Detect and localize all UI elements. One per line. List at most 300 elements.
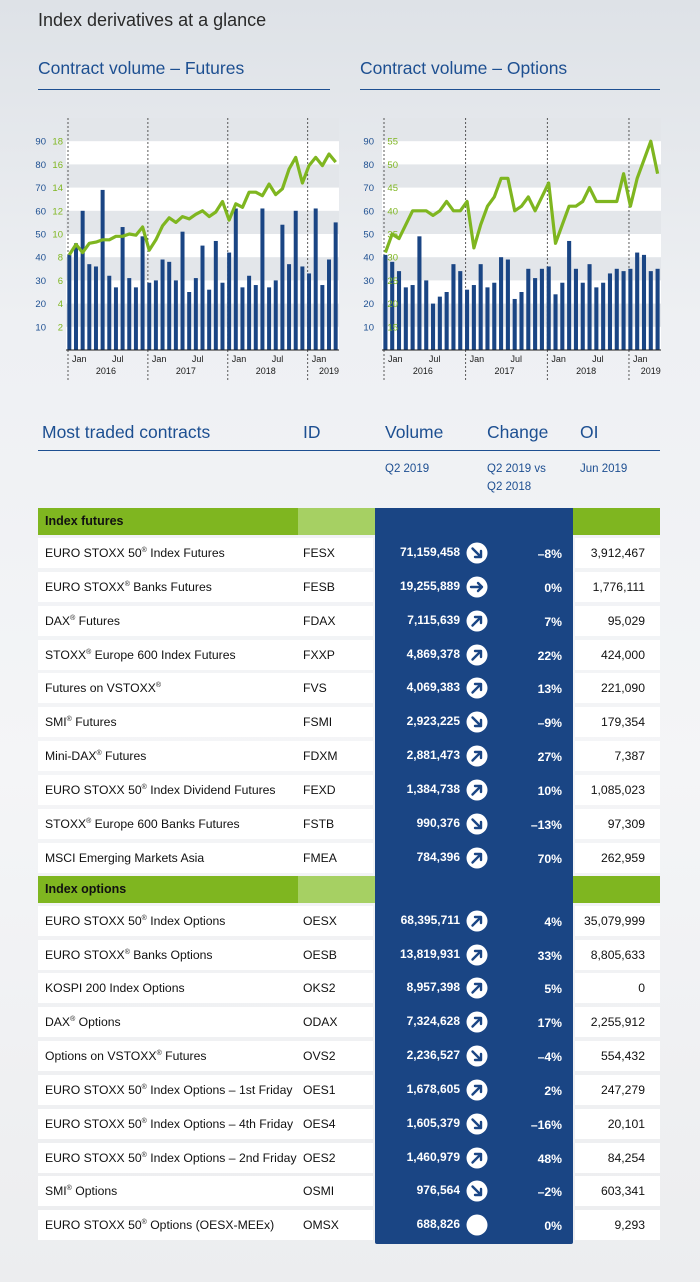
contract-change: –8% <box>537 547 562 561</box>
left-axis-tick: 80 <box>363 159 374 171</box>
arrow-up-right-icon <box>466 745 488 767</box>
contract-id: OKS2 <box>303 981 336 996</box>
right-axis-tick: 16 <box>52 159 63 171</box>
registered-mark: ® <box>86 648 92 656</box>
registered-mark: ® <box>141 1117 147 1125</box>
volume-bar <box>533 278 537 350</box>
left-axis-tick: 90 <box>35 136 46 148</box>
contract-name <box>45 749 146 763</box>
contract-id: OMSX <box>303 1218 339 1233</box>
contract-name-suffix: Futures <box>75 613 120 628</box>
table-row <box>38 1041 660 1071</box>
contract-id: FESX <box>303 546 335 560</box>
volume-bar <box>227 253 231 350</box>
volume-bar <box>300 266 304 350</box>
volume-bar <box>424 280 428 350</box>
contract-change: 70% <box>537 851 562 866</box>
contract-name-text: EURO STOXX 50 <box>45 782 142 797</box>
table-row <box>38 606 660 636</box>
table-row <box>38 640 660 670</box>
volume-bar <box>114 287 118 350</box>
col-header-volume: Volume <box>385 422 444 442</box>
volume-bar <box>526 269 530 350</box>
contract-id: FEXD <box>303 782 336 797</box>
right-axis-tick: 55 <box>387 136 398 148</box>
grid-band <box>66 118 339 141</box>
volume-bar <box>465 290 469 350</box>
contract-oi: 0 <box>638 981 645 996</box>
contract-name <box>45 1184 117 1198</box>
volume-bar <box>154 280 158 350</box>
registered-mark: ® <box>66 716 72 724</box>
contract-change: 10% <box>537 783 562 798</box>
volume-bar <box>601 283 605 350</box>
left-axis-tick: 80 <box>35 159 46 171</box>
sub-header-volume: Q2 2019 <box>385 463 430 475</box>
volume-bar <box>472 285 476 350</box>
volume-bar <box>581 283 585 350</box>
contract-name-text: EURO STOXX 50 <box>45 1082 142 1097</box>
volume-bar <box>628 269 632 350</box>
section-header <box>38 508 660 535</box>
contract-id: OESX <box>303 913 337 928</box>
contract-id: FDAX <box>303 613 336 628</box>
section-volume-band <box>375 508 573 535</box>
table-row <box>38 572 660 602</box>
contract-name <box>45 1083 292 1097</box>
contract-name-suffix: Options <box>75 1015 121 1030</box>
options-chart-title: Contract volume – Options <box>360 58 660 79</box>
volume-bar <box>167 262 171 350</box>
right-axis-tick: 25 <box>387 275 398 287</box>
x-axis-tick: Jan <box>388 354 403 364</box>
volume-bar <box>74 243 78 350</box>
contract-name <box>45 546 225 560</box>
arrow-down-right-icon <box>466 1045 488 1067</box>
x-axis-year: 2019 <box>640 366 661 376</box>
registered-mark: ® <box>141 914 147 922</box>
volume-bar <box>274 280 278 350</box>
col-header-oi: OI <box>580 422 599 442</box>
table-row <box>38 809 660 839</box>
contract-name-text: MSCI Emerging Markets Asia <box>45 850 205 865</box>
registered-mark: ® <box>155 682 162 690</box>
contract-volume: 1,605,379 <box>406 1115 460 1130</box>
volume-bar <box>560 283 564 350</box>
contract-oi: 221,090 <box>600 681 645 696</box>
volume-bar <box>214 241 218 350</box>
contract-volume: 4,869,378 <box>406 646 460 661</box>
contract-oi: 95,029 <box>607 613 645 628</box>
right-axis-tick: 15 <box>387 322 398 334</box>
section-label: Index options <box>45 881 127 896</box>
volume-bar <box>656 269 660 350</box>
contract-oi: 20,101 <box>607 1116 645 1131</box>
contract-oi: 35,079,999 <box>584 913 645 928</box>
right-axis-tick: 20 <box>387 299 398 311</box>
section-id-band <box>298 508 375 535</box>
volume-bar <box>280 225 284 350</box>
futures-volume-chart <box>34 110 344 385</box>
circle-icon <box>466 1214 488 1236</box>
registered-mark: ® <box>70 1016 76 1024</box>
contract-name-suffix: Europe 600 Banks Futures <box>91 816 240 831</box>
right-axis-tick: 50 <box>387 159 398 171</box>
table-row <box>38 1143 660 1173</box>
contract-oi: 7,387 <box>614 749 645 764</box>
table-row <box>38 538 660 568</box>
contract-name-text: EURO STOXX 50 <box>45 546 142 560</box>
contract-volume: 1,460,979 <box>406 1149 460 1164</box>
registered-mark: ® <box>141 783 147 791</box>
contract-name-suffix: Index Options – 4th Friday <box>146 1116 294 1131</box>
contract-change: 0% <box>544 1219 562 1234</box>
arrow-up-right-icon <box>466 779 488 801</box>
contract-name <box>45 948 213 962</box>
volume-bar <box>588 264 592 350</box>
contract-oi: 554,432 <box>600 1049 645 1064</box>
contract-name <box>45 715 117 729</box>
x-axis-tick: Jan <box>311 354 327 364</box>
contract-id: OVS2 <box>303 1049 336 1064</box>
right-axis-tick: 8 <box>57 252 63 264</box>
contract-id: FSTB <box>303 816 335 831</box>
volume-bar <box>134 287 138 350</box>
options-volume-chart <box>356 110 666 385</box>
left-axis-tick: 30 <box>35 275 46 287</box>
x-axis-tick: Jan <box>469 354 485 364</box>
volume-bar <box>431 304 435 350</box>
contract-volume: 990,376 <box>416 815 460 830</box>
contract-name <box>45 981 185 995</box>
sub-header-change-line2: Q2 2018 <box>487 481 532 493</box>
right-axis-tick: 12 <box>52 206 63 218</box>
contract-id: FDXM <box>303 749 338 764</box>
volume-bar <box>320 285 324 350</box>
grid-band <box>382 164 661 187</box>
arrow-down-right-icon <box>466 1180 488 1202</box>
contract-name-suffix: Options <box>71 1184 118 1199</box>
registered-mark: ® <box>141 546 147 554</box>
arrow-down-right-icon <box>466 1113 488 1135</box>
x-axis-tick: Jan <box>72 354 87 364</box>
contract-name-text: EURO STOXX 50 <box>45 1218 142 1233</box>
contract-name-text: EURO STOXX 50 <box>45 1116 142 1131</box>
contract-volume: 7,324,628 <box>406 1014 460 1029</box>
contract-name-text: EURO STOXX <box>45 579 125 594</box>
volume-bar <box>519 292 523 350</box>
arrow-up-right-icon <box>466 944 488 966</box>
contract-id: FXXP <box>303 647 335 662</box>
sub-header-change-line1: Q2 2019 vs <box>487 463 546 475</box>
volume-bar <box>141 236 145 350</box>
contract-name <box>45 648 236 662</box>
contract-volume: 976,564 <box>416 1183 460 1198</box>
grid-band <box>382 118 661 141</box>
contract-oi: 247,279 <box>600 1082 645 1097</box>
volume-bar <box>513 299 517 350</box>
volume-bar <box>485 287 489 350</box>
contract-volume: 2,881,473 <box>406 748 460 763</box>
contract-name-suffix: Banks Futures <box>129 579 212 594</box>
arrow-up-right-icon <box>466 610 488 632</box>
contract-change: 5% <box>544 982 562 997</box>
registered-mark: ® <box>141 1151 147 1159</box>
right-axis-tick: 14 <box>52 183 63 195</box>
sub-header-oi: Jun 2019 <box>580 463 628 475</box>
right-axis-tick: 40 <box>387 206 398 218</box>
contract-id: OESB <box>303 947 337 962</box>
contract-name-text: Mini-DAX <box>45 749 97 764</box>
contract-volume: 1,678,605 <box>406 1081 460 1096</box>
arrow-up-right-icon <box>466 1079 488 1101</box>
left-axis-tick: 40 <box>35 252 46 264</box>
contract-name-text: EURO STOXX 50 <box>45 1150 142 1165</box>
contract-name <box>45 851 204 865</box>
contract-name-suffix: Banks Options <box>129 947 213 962</box>
x-axis-year: 2016 <box>412 366 433 376</box>
contract-name <box>45 681 161 695</box>
arrow-right-icon <box>466 576 488 598</box>
volume-bar <box>334 222 338 350</box>
volume-bar <box>492 283 496 350</box>
arrow-up-right-icon <box>466 677 488 699</box>
contract-oi: 1,085,023 <box>590 782 645 797</box>
volume-bar <box>615 269 619 350</box>
section-id-band <box>298 876 375 903</box>
arrow-down-right-icon <box>466 542 488 564</box>
registered-mark: ® <box>96 750 102 758</box>
contract-id: OES2 <box>303 1150 336 1165</box>
contract-id: FVS <box>303 681 327 696</box>
table-row <box>38 843 660 873</box>
volume-bar <box>81 211 85 350</box>
contract-name-text: Options on VSTOXX <box>45 1049 157 1064</box>
x-axis-year: 2017 <box>494 366 515 376</box>
left-axis-tick: 20 <box>35 299 46 311</box>
volume-bar <box>567 241 571 350</box>
volume-bar <box>294 211 298 350</box>
table-row <box>38 1109 660 1139</box>
volume-bar <box>267 287 271 350</box>
arrow-down-right-icon <box>466 813 488 835</box>
x-axis-tick: Jul <box>111 354 124 364</box>
contract-name-text: SMI <box>45 1184 67 1199</box>
left-axis-tick: 60 <box>363 206 374 218</box>
x-axis-year: 2017 <box>175 366 196 376</box>
section-label: Index futures <box>45 514 124 528</box>
right-axis-tick: 30 <box>387 252 398 264</box>
contract-change: 33% <box>537 948 562 963</box>
volume-bar <box>247 276 251 350</box>
contract-name-text: DAX <box>45 613 71 628</box>
volume-bar <box>404 287 408 350</box>
contract-name-suffix: Europe 600 Index Futures <box>91 647 236 662</box>
volume-bar <box>642 255 646 350</box>
contract-name <box>45 1117 293 1131</box>
volume-bar <box>187 292 191 350</box>
contract-volume: 71,159,458 <box>399 545 460 559</box>
contract-oi: 262,959 <box>600 850 645 865</box>
volume-bar <box>574 269 578 350</box>
futures-chart-title: Contract volume – Futures <box>38 58 330 79</box>
volume-bar <box>87 264 91 350</box>
contract-change: –9% <box>537 716 562 731</box>
x-axis-tick: Jul <box>271 354 284 364</box>
x-axis-tick: Jan <box>231 354 247 364</box>
volume-bar <box>307 273 311 350</box>
grid-band <box>382 211 661 234</box>
registered-mark: ® <box>66 1185 72 1193</box>
x-axis-tick: Jul <box>191 354 204 364</box>
volume-bar <box>254 285 258 350</box>
volume-bar <box>479 264 483 350</box>
registered-mark: ® <box>141 1083 147 1091</box>
volume-bar <box>181 232 185 350</box>
registered-mark: ® <box>86 817 92 825</box>
right-axis-tick: 4 <box>57 299 63 311</box>
volume-bar <box>207 290 211 350</box>
contract-oi: 1,776,111 <box>592 579 645 594</box>
x-axis-year: 2018 <box>576 366 597 376</box>
table-row <box>38 906 660 936</box>
contract-name-text: STOXX <box>45 647 87 662</box>
contract-id: FMEA <box>303 850 337 865</box>
contract-name-suffix: Index Options <box>146 913 226 928</box>
table-row <box>38 1210 660 1240</box>
contract-oi: 8,805,633 <box>590 947 645 962</box>
volume-bar <box>411 285 415 350</box>
right-axis-tick: 6 <box>57 275 63 287</box>
contract-name-suffix: Index Options – 1st Friday <box>146 1082 293 1097</box>
contract-change: 17% <box>537 1016 562 1031</box>
contract-change: 2% <box>544 1083 562 1098</box>
volume-bar <box>451 264 455 350</box>
registered-mark: ® <box>124 948 130 956</box>
volume-bar <box>622 271 626 350</box>
volume-bar <box>220 283 224 350</box>
volume-bar <box>547 266 551 350</box>
table-row <box>38 741 660 771</box>
x-axis-tick: Jul <box>510 354 523 364</box>
contract-oi: 3,912,467 <box>590 546 645 560</box>
table-row <box>38 707 660 737</box>
contract-id: FESB <box>303 579 335 594</box>
volume-bar <box>314 208 318 350</box>
contract-id: OSMI <box>303 1184 335 1199</box>
volume-bar <box>127 278 131 350</box>
left-axis-tick: 30 <box>363 275 374 287</box>
left-axis-tick: 10 <box>35 322 46 334</box>
contract-volume: 13,819,931 <box>399 946 460 961</box>
volume-bar <box>594 287 598 350</box>
contract-name <box>45 1218 274 1232</box>
contract-oi: 9,293 <box>614 1218 645 1233</box>
x-axis-year: 2016 <box>95 366 116 376</box>
contract-name-text: SMI <box>45 715 67 730</box>
x-axis-tick: Jan <box>551 354 566 364</box>
grid-band <box>66 211 339 234</box>
contract-name-suffix: Index Dividend Futures <box>146 782 276 797</box>
right-axis-tick: 35 <box>387 229 398 241</box>
volume-bar <box>608 273 612 350</box>
right-axis-tick: 2 <box>57 322 63 334</box>
arrow-up-right-icon <box>466 644 488 666</box>
contract-name-suffix: Futures <box>101 749 147 764</box>
left-axis-tick: 70 <box>35 183 46 195</box>
section-volume-band <box>375 876 573 903</box>
contract-name <box>45 783 276 797</box>
volume-bar <box>553 294 557 350</box>
arrow-up-right-icon <box>466 910 488 932</box>
contract-volume: 1,384,738 <box>406 781 460 796</box>
contract-change: 48% <box>537 1151 562 1166</box>
page-title: Index derivatives at a glance <box>38 10 267 30</box>
volume-bar <box>94 266 98 350</box>
contract-name-suffix: Index Futures <box>146 546 225 560</box>
volume-bar <box>540 269 544 350</box>
volume-bar <box>174 280 178 350</box>
volume-bar <box>506 260 510 350</box>
col-header-change: Change <box>487 422 549 442</box>
volume-bar <box>438 297 442 350</box>
contract-oi: 2,255,912 <box>590 1015 645 1030</box>
x-axis-tick: Jul <box>428 354 441 364</box>
arrow-up-right-icon <box>466 1011 488 1033</box>
contract-change: 13% <box>537 682 562 697</box>
volume-bar <box>67 255 71 350</box>
contract-oi: 84,254 <box>607 1150 645 1165</box>
table-row <box>38 775 660 805</box>
volume-bar <box>121 227 125 350</box>
contract-name-text: DAX <box>45 1015 71 1030</box>
volume-bar <box>240 287 244 350</box>
contract-name <box>45 580 212 594</box>
contract-volume: 7,115,639 <box>407 612 460 627</box>
contract-change: 0% <box>544 580 562 595</box>
x-axis-year: 2018 <box>255 366 276 376</box>
contract-name-text: KOSPI 200 Index Options <box>45 981 185 996</box>
left-axis-tick: 50 <box>35 229 46 241</box>
contract-name <box>45 1049 206 1063</box>
right-axis-tick: 18 <box>52 136 63 148</box>
contract-volume: 784,396 <box>416 849 460 864</box>
contract-id: OES1 <box>303 1082 336 1097</box>
contract-name-suffix: Options (OESX-MEEx) <box>146 1218 275 1233</box>
section-header <box>38 876 660 903</box>
contract-volume: 8,957,398 <box>406 980 460 995</box>
registered-mark: ® <box>156 1049 162 1057</box>
volume-bar <box>147 283 151 350</box>
contract-oi: 424,000 <box>600 647 645 662</box>
contract-change: 27% <box>537 750 562 765</box>
right-axis-tick: 10 <box>52 229 63 241</box>
col-header-contract: Most traded contracts <box>42 422 211 442</box>
contract-id: ODAX <box>303 1015 338 1030</box>
contract-change: –16% <box>530 1117 562 1132</box>
contract-volume: 2,923,225 <box>406 714 460 729</box>
volume-bar <box>287 264 291 350</box>
x-axis-year: 2019 <box>318 366 340 376</box>
contract-change: 22% <box>537 648 562 663</box>
contract-name-suffix: Index Options – 2nd Friday <box>146 1150 297 1165</box>
volume-bar <box>107 276 111 350</box>
contract-oi: 603,341 <box>600 1184 645 1199</box>
table-row <box>38 1007 660 1037</box>
volume-bar <box>260 208 264 350</box>
arrow-down-right-icon <box>466 711 488 733</box>
left-axis-tick: 10 <box>363 322 374 334</box>
